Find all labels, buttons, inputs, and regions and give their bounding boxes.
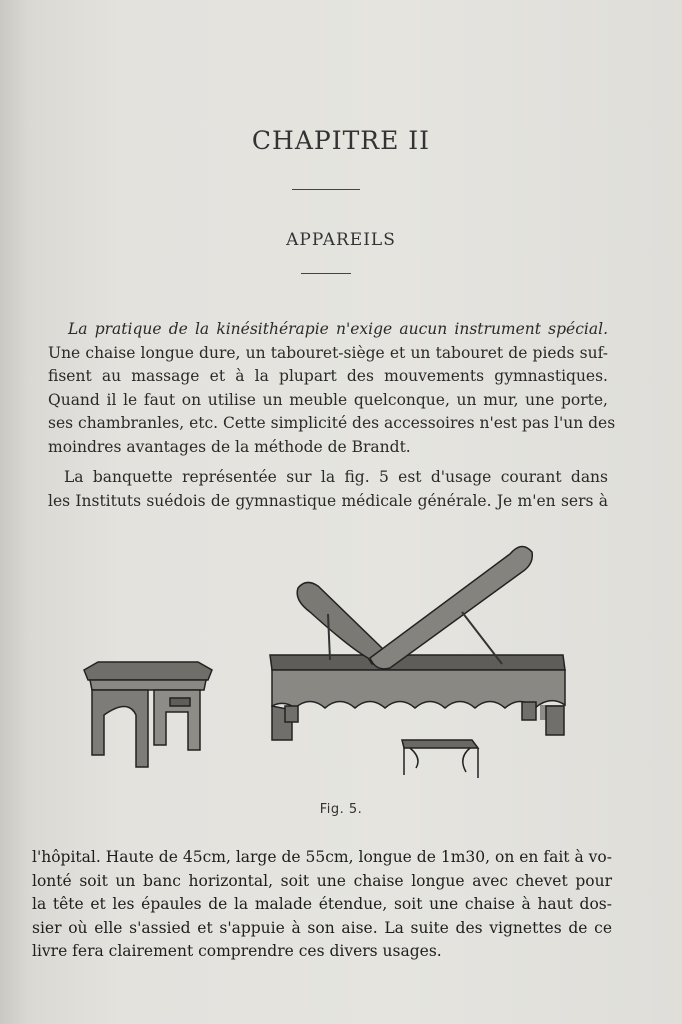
banquette-illustration (270, 546, 565, 740)
chapter-title: CHAPITRE II (251, 126, 431, 155)
section-title: APPAREILS (286, 230, 396, 250)
text-line: moindres avantages de la méthode de Brandt. (48, 437, 411, 456)
text-line: lonté soit un banc horizontal, soit une chaise longue avec chevet pour (32, 871, 612, 890)
text-line: l'hôpital. Haute de 45cm, large de 55cm, longue de 1m30, on en fait à vo- (32, 848, 612, 866)
text-line: les Instituts suédois de gymnastique médicale générale. Je m'en sers à (48, 491, 608, 510)
text-line: La pratique de la kinésithérapie n'exige aucun instrument spécial. (68, 320, 608, 338)
stool-illustration (84, 662, 212, 767)
paragraph-intro (48, 318, 616, 459)
text-line: livre fera clairement comprendre ces divers usages. (32, 942, 442, 960)
figure-caption: Fig. 5. (319, 802, 363, 817)
text-line: fisent au massage et à la plupart des mouvements gymnastiques. (48, 367, 608, 385)
section-divider (301, 273, 351, 274)
text-line: La banquette représentée sur la fig. 5 est d'usage courant dans (64, 468, 608, 486)
text-line: Une chaise longue dure, un tabouret-siège et un tabouret de pieds suf- (48, 343, 608, 362)
text-line: sier où elle s'assied et s'appuie à son aise. La suite des vignettes de ce (32, 918, 612, 937)
chapter-divider (292, 189, 360, 190)
text-line: Quand il le faut on utilise un meuble quelconque, un mur, une porte, (48, 390, 608, 409)
text-line: la tête et les épaules de la malade étendue, soit une chaise à haut dos- (32, 895, 612, 913)
figure-5-illustration (70, 530, 590, 780)
paragraph-hopital (32, 846, 612, 964)
footstool-illustration (402, 740, 478, 778)
paragraph-banquette (48, 466, 608, 513)
text-line: ses chambranles, etc. Cette simplicité des accessoires n'est pas l'un des (48, 414, 616, 432)
